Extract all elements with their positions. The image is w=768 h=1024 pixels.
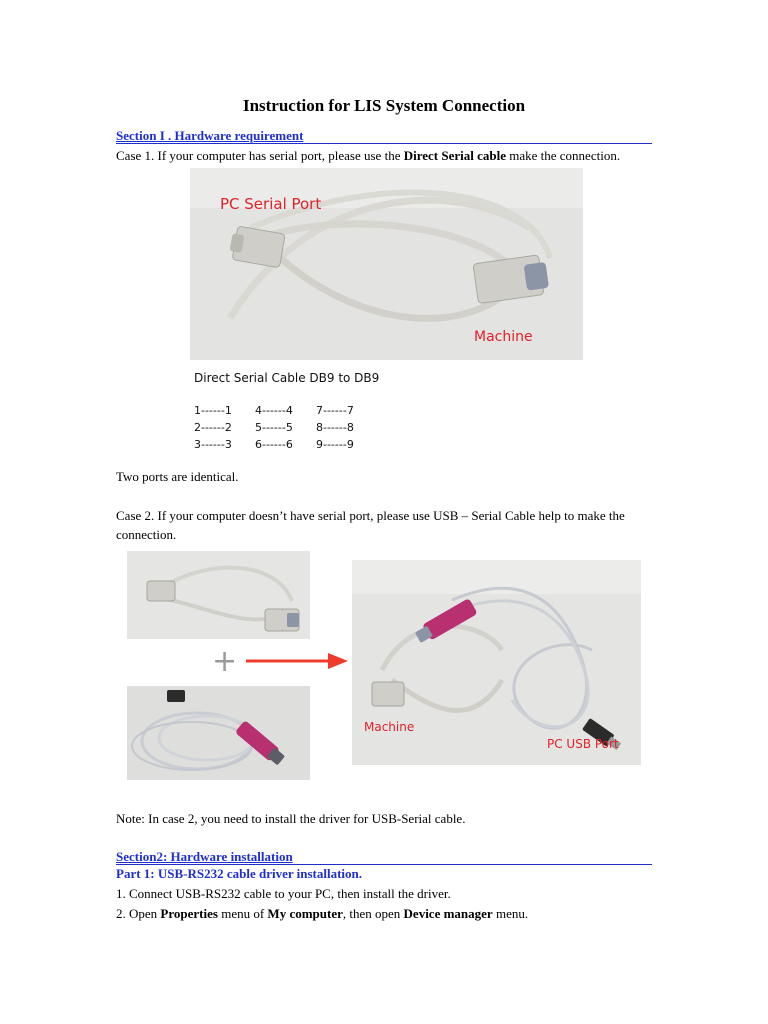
step-2-text: menu. bbox=[492, 906, 529, 921]
pin-pair: 9------9 bbox=[316, 438, 354, 451]
serial-cable-illustration bbox=[190, 168, 583, 360]
pin-pair: 5------5 bbox=[255, 421, 293, 434]
pin-pair: 2------2 bbox=[194, 421, 232, 434]
case-2-line-1: Case 2. If your computer doesn’t have serial port, please use USB – Serial Cable help to make the bbox=[116, 508, 625, 523]
case-1-paragraph bbox=[116, 146, 654, 165]
pin-map-row bbox=[194, 402, 377, 419]
step-2-text: , then open bbox=[342, 906, 404, 921]
serial-cable-small-photo bbox=[127, 551, 310, 639]
pin-pair: 7------7 bbox=[316, 404, 354, 417]
step-1: 1. Connect USB-RS232 cable to your PC, then install the driver. bbox=[116, 886, 451, 901]
pin-pair: 8------8 bbox=[316, 421, 354, 434]
pin-pair: 3------3 bbox=[194, 438, 232, 451]
case-2-line-2: connection. bbox=[116, 527, 177, 542]
section-2-heading-text: Section2: Hardware installation bbox=[116, 849, 293, 864]
label-machine-2: Machine bbox=[364, 720, 415, 734]
pin-pair: 6------6 bbox=[255, 438, 293, 451]
usb-serial-connection-photo bbox=[352, 560, 641, 765]
pin-pair: 1------1 bbox=[194, 404, 232, 417]
properties-term: Properties bbox=[160, 906, 218, 921]
identical-note: Two ports are identical. bbox=[116, 469, 239, 484]
step-2 bbox=[116, 904, 654, 923]
part-1-heading: Part 1: USB-RS232 cable driver installation. bbox=[116, 866, 363, 881]
section-1-heading-text: Section I . Hardware requirement bbox=[116, 128, 304, 143]
usb-cable-photo bbox=[127, 686, 310, 780]
step-2-text: 2. Open bbox=[116, 906, 161, 921]
device-manager-term: Device manager bbox=[403, 906, 493, 921]
direct-serial-cable-term: Direct Serial cable bbox=[403, 148, 506, 163]
label-machine-1: Machine bbox=[474, 329, 533, 345]
case-2-paragraph bbox=[116, 506, 654, 544]
driver-note: Note: In case 2, you need to install the driver for USB-Serial cable. bbox=[116, 811, 466, 826]
arrow-right-icon bbox=[244, 652, 348, 670]
section-2-heading bbox=[116, 849, 652, 865]
document-title: Instruction for LIS System Connection bbox=[242, 96, 526, 115]
pin-map bbox=[194, 402, 377, 453]
plus-icon: + bbox=[212, 644, 238, 679]
serial-cable-small-illustration bbox=[127, 551, 310, 639]
label-pc-usb-port: PC USB Port bbox=[547, 737, 619, 751]
usb-serial-connection-illustration bbox=[352, 560, 641, 765]
usb-cable-illustration bbox=[127, 686, 310, 780]
cable-caption: Direct Serial Cable DB9 to DB9 bbox=[194, 371, 380, 385]
case-1-text-end: make the connection. bbox=[506, 148, 621, 163]
section-1-heading bbox=[116, 128, 652, 144]
pin-map-row bbox=[194, 436, 377, 453]
my-computer-term: My computer bbox=[267, 906, 343, 921]
case-1-text: Case 1. If your computer has serial port, please use the bbox=[116, 148, 404, 163]
label-pc-serial-port: PC Serial Port bbox=[220, 195, 322, 213]
step-2-text: menu of bbox=[217, 906, 268, 921]
pin-pair: 4------4 bbox=[255, 404, 293, 417]
pin-map-row bbox=[194, 419, 377, 436]
direct-serial-cable-photo bbox=[190, 168, 583, 360]
